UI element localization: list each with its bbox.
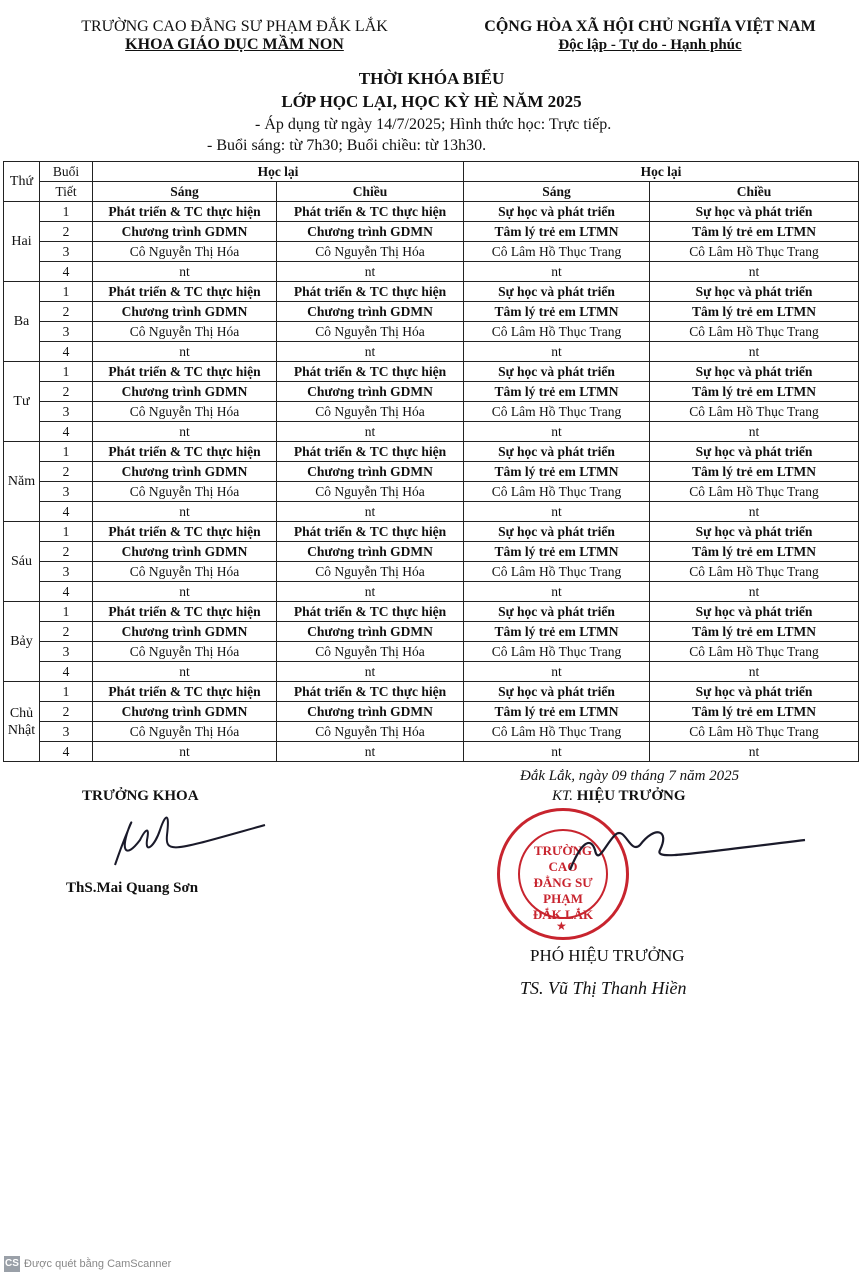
subject-cell: Sự học và phát triển <box>650 442 859 462</box>
right-signer-title: HIỆU TRƯỞNG <box>576 788 686 804</box>
period-cell: 4 <box>40 342 93 362</box>
table-row <box>4 602 859 622</box>
header-tiet: Tiết <box>40 182 93 202</box>
subject-cell: Sự học và phát triển <box>464 522 650 542</box>
subject-cell: Tâm lý trẻ em LTMN <box>464 382 650 402</box>
left-signer-title: TRƯỞNG KHOA <box>82 788 199 804</box>
subject-cell: nt <box>650 582 859 602</box>
seal-text: TRƯỜNG CAO ĐẲNG SƯ PHẠM ĐẮK LẮK <box>532 843 594 922</box>
table-row <box>4 662 859 682</box>
day-cell: Hai <box>4 202 40 282</box>
subject-cell: Sự học và phát triển <box>650 282 859 302</box>
subject-cell: Cô Nguyễn Thị Hóa <box>93 482 277 502</box>
subject-cell: Cô Nguyễn Thị Hóa <box>93 562 277 582</box>
table-row <box>4 522 859 542</box>
subject-cell: Sự học và phát triển <box>464 282 650 302</box>
camscanner-logo-icon: CS <box>4 1256 20 1272</box>
table-row <box>4 622 859 642</box>
subject-cell: Tâm lý trẻ em LTMN <box>464 542 650 562</box>
day-cell: Ba <box>4 282 40 362</box>
table-row <box>4 242 859 262</box>
period-cell: 4 <box>40 262 93 282</box>
subject-cell: Phát triển & TC thực hiện <box>93 282 277 302</box>
timetable <box>3 161 859 762</box>
period-cell: 4 <box>40 422 93 442</box>
period-cell: 3 <box>40 562 93 582</box>
subject-cell: Phát triển & TC thực hiện <box>93 682 277 702</box>
doc-subtitle: LỚP HỌC LẠI, HỌC KỲ HÈ NĂM 2025 <box>281 92 582 111</box>
subject-cell: Sự học và phát triển <box>464 362 650 382</box>
subject-cell: nt <box>277 422 464 442</box>
subject-cell: Tâm lý trẻ em LTMN <box>464 222 650 242</box>
subject-cell: nt <box>650 742 859 762</box>
subject-cell: Sự học và phát triển <box>650 202 859 222</box>
subject-cell: Cô Lâm Hồ Thục Trang <box>650 322 859 342</box>
table-row <box>4 742 859 762</box>
subject-cell: Phát triển & TC thực hiện <box>277 442 464 462</box>
table-row <box>4 302 859 322</box>
subject-cell: Cô Lâm Hồ Thục Trang <box>650 722 859 742</box>
subject-cell: Chương trình GDMN <box>277 702 464 722</box>
period-cell: 4 <box>40 742 93 762</box>
table-row <box>4 422 859 442</box>
subject-cell: Cô Nguyễn Thị Hóa <box>277 482 464 502</box>
table-row <box>4 682 859 702</box>
subject-cell: nt <box>277 262 464 282</box>
subject-cell: Phát triển & TC thực hiện <box>93 202 277 222</box>
period-cell: 2 <box>40 302 93 322</box>
subject-cell: nt <box>464 422 650 442</box>
subject-cell: nt <box>93 262 277 282</box>
subject-cell: Cô Lâm Hồ Thục Trang <box>464 722 650 742</box>
subject-cell: Chương trình GDMN <box>93 462 277 482</box>
subject-cell: nt <box>277 582 464 602</box>
table-row <box>4 382 859 402</box>
subject-cell: Cô Nguyễn Thị Hóa <box>277 562 464 582</box>
table-row <box>4 262 859 282</box>
period-cell: 2 <box>40 542 93 562</box>
table-row <box>4 542 859 562</box>
subject-cell: Cô Lâm Hồ Thục Trang <box>464 642 650 662</box>
header-buoi: Buổi <box>40 162 93 182</box>
subject-cell: Tâm lý trẻ em LTMN <box>650 382 859 402</box>
subject-cell: Cô Lâm Hồ Thục Trang <box>650 562 859 582</box>
subject-cell: nt <box>650 422 859 442</box>
period-cell: 4 <box>40 502 93 522</box>
subject-cell: Chương trình GDMN <box>277 382 464 402</box>
subject-cell: Chương trình GDMN <box>277 302 464 322</box>
subject-cell: nt <box>277 742 464 762</box>
table-row <box>4 562 859 582</box>
subject-cell: nt <box>464 742 650 762</box>
doc-title: THỜI KHÓA BIỂU <box>358 69 505 88</box>
date-line: Đắk Lắk, ngày 09 tháng 7 năm 2025 <box>520 768 740 784</box>
subject-cell: nt <box>93 662 277 682</box>
period-cell: 2 <box>40 222 93 242</box>
subject-cell: Cô Nguyễn Thị Hóa <box>93 642 277 662</box>
right-signer-heading <box>552 788 686 805</box>
subject-cell: Chương trình GDMN <box>277 542 464 562</box>
table-row <box>4 202 859 222</box>
day-cell: Bảy <box>4 602 40 682</box>
subject-cell: nt <box>93 422 277 442</box>
apply-date-note: - Áp dụng từ ngày 14/7/2025; Hình thức học: Trực tiếp. <box>255 116 612 133</box>
subject-cell: Sự học và phát triển <box>650 522 859 542</box>
period-cell: 1 <box>40 602 93 622</box>
period-cell: 3 <box>40 482 93 502</box>
subject-cell: Chương trình GDMN <box>277 222 464 242</box>
table-row <box>4 362 859 382</box>
day-cell: Chủ Nhật <box>4 682 40 762</box>
table-row <box>4 702 859 722</box>
subject-cell: nt <box>464 582 650 602</box>
table-row <box>4 322 859 342</box>
subject-cell: Cô Nguyễn Thị Hóa <box>93 722 277 742</box>
header-group-2: Học lại <box>464 162 859 182</box>
subject-cell: Phát triển & TC thực hiện <box>277 682 464 702</box>
subject-cell: Cô Nguyễn Thị Hóa <box>277 402 464 422</box>
subject-cell: nt <box>464 662 650 682</box>
subject-cell: Tâm lý trẻ em LTMN <box>650 222 859 242</box>
period-cell: 3 <box>40 402 93 422</box>
subject-cell: nt <box>464 262 650 282</box>
faculty-name: KHOA GIÁO DỤC MẦM NON <box>125 36 344 53</box>
subject-cell: Phát triển & TC thực hiện <box>93 522 277 542</box>
day-cell: Năm <box>4 442 40 522</box>
header-group-1: Học lại <box>93 162 464 182</box>
left-signature-icon <box>95 805 275 875</box>
national-header <box>470 18 830 54</box>
national-name: CỘNG HÒA XÃ HỘI CHỦ NGHĨA VIỆT NAM <box>484 18 816 35</box>
table-row <box>4 402 859 422</box>
subject-cell: Sự học và phát triển <box>650 602 859 622</box>
subject-cell: nt <box>93 742 277 762</box>
table-row <box>4 342 859 362</box>
left-signer-name: ThS.Mai Quang Sơn <box>66 880 199 896</box>
subject-cell: Cô Nguyễn Thị Hóa <box>93 242 277 262</box>
period-cell: 1 <box>40 362 93 382</box>
period-cell: 3 <box>40 322 93 342</box>
day-cell: Sáu <box>4 522 40 602</box>
national-motto: Độc lập - Tự do - Hạnh phúc <box>558 37 742 53</box>
subject-cell: Chương trình GDMN <box>277 622 464 642</box>
table-row <box>4 722 859 742</box>
scanner-text: Được quét bằng CamScanner <box>24 1257 172 1270</box>
subject-cell: nt <box>650 342 859 362</box>
period-cell: 1 <box>40 522 93 542</box>
subject-cell: Tâm lý trẻ em LTMN <box>464 702 650 722</box>
subject-cell: Phát triển & TC thực hiện <box>93 362 277 382</box>
period-cell: 1 <box>40 682 93 702</box>
day-cell: Tư <box>4 362 40 442</box>
period-cell: 4 <box>40 582 93 602</box>
right-signature-icon <box>560 815 810 885</box>
subject-cell: Cô Lâm Hồ Thục Trang <box>464 482 650 502</box>
subject-cell: Phát triển & TC thực hiện <box>277 602 464 622</box>
school-name: TRƯỜNG CAO ĐẲNG SƯ PHẠM ĐẮK LẮK <box>81 18 388 35</box>
subject-cell: Tâm lý trẻ em LTMN <box>464 622 650 642</box>
subject-cell: Chương trình GDMN <box>277 462 464 482</box>
subject-cell: Cô Lâm Hồ Thục Trang <box>464 562 650 582</box>
period-cell: 2 <box>40 462 93 482</box>
right-signer-subtitle: PHÓ HIỆU TRƯỞNG <box>530 946 685 965</box>
subject-cell: Chương trình GDMN <box>93 542 277 562</box>
subject-cell: Cô Lâm Hồ Thục Trang <box>464 242 650 262</box>
period-cell: 2 <box>40 702 93 722</box>
subject-cell: Chương trình GDMN <box>93 222 277 242</box>
subject-cell: Cô Lâm Hồ Thục Trang <box>650 402 859 422</box>
period-cell: 4 <box>40 662 93 682</box>
right-signer-name: TS. Vũ Thị Thanh Hiền <box>520 978 687 998</box>
subject-cell: Cô Nguyễn Thị Hóa <box>277 322 464 342</box>
subject-cell: nt <box>650 502 859 522</box>
table-row <box>4 582 859 602</box>
subject-cell: nt <box>277 342 464 362</box>
subject-cell: Cô Nguyễn Thị Hóa <box>277 642 464 662</box>
header-chieu-2: Chiều <box>650 182 859 202</box>
subject-cell: Tâm lý trẻ em LTMN <box>650 302 859 322</box>
subject-cell: Chương trình GDMN <box>93 702 277 722</box>
period-cell: 1 <box>40 442 93 462</box>
table-row <box>4 502 859 522</box>
subject-cell: Cô Lâm Hồ Thục Trang <box>464 402 650 422</box>
header-thu: Thứ <box>4 162 40 202</box>
period-cell: 3 <box>40 722 93 742</box>
subject-cell: nt <box>93 502 277 522</box>
period-cell: 2 <box>40 382 93 402</box>
table-row <box>4 642 859 662</box>
subject-cell: Cô Lâm Hồ Thục Trang <box>464 322 650 342</box>
period-cell: 3 <box>40 242 93 262</box>
table-row <box>4 462 859 482</box>
timetable-body <box>4 202 859 762</box>
subject-cell: Cô Lâm Hồ Thục Trang <box>650 482 859 502</box>
subject-cell: Tâm lý trẻ em LTMN <box>650 542 859 562</box>
subject-cell: nt <box>464 342 650 362</box>
subject-cell: Tâm lý trẻ em LTMN <box>650 462 859 482</box>
subject-cell: Sự học và phát triển <box>650 362 859 382</box>
seal-star-icon: ★ <box>556 919 567 933</box>
period-cell: 3 <box>40 642 93 662</box>
subject-cell: Cô Nguyễn Thị Hóa <box>93 402 277 422</box>
subject-cell: Chương trình GDMN <box>93 622 277 642</box>
subject-cell: Phát triển & TC thực hiện <box>277 362 464 382</box>
subject-cell: Cô Nguyễn Thị Hóa <box>277 722 464 742</box>
table-row <box>4 482 859 502</box>
subject-cell: nt <box>277 662 464 682</box>
subject-cell: Sự học và phát triển <box>464 602 650 622</box>
subject-cell: Phát triển & TC thực hiện <box>277 522 464 542</box>
subject-cell: Tâm lý trẻ em LTMN <box>464 302 650 322</box>
subject-cell: Phát triển & TC thực hiện <box>93 442 277 462</box>
period-cell: 1 <box>40 282 93 302</box>
header-sang-1: Sáng <box>93 182 277 202</box>
subject-cell: Tâm lý trẻ em LTMN <box>650 702 859 722</box>
subject-cell: nt <box>93 582 277 602</box>
scanner-footer <box>4 1256 171 1272</box>
subject-cell: Cô Nguyễn Thị Hóa <box>277 242 464 262</box>
subject-cell: nt <box>93 342 277 362</box>
subject-cell: Phát triển & TC thực hiện <box>277 282 464 302</box>
period-cell: 1 <box>40 202 93 222</box>
subject-cell: Cô Lâm Hồ Thục Trang <box>650 242 859 262</box>
table-row <box>4 442 859 462</box>
session-time-note: - Buổi sáng: từ 7h30; Buổi chiều: từ 13h30. <box>207 137 487 154</box>
subject-cell: nt <box>650 262 859 282</box>
period-cell: 2 <box>40 622 93 642</box>
subject-cell: nt <box>464 502 650 522</box>
header-sang-2: Sáng <box>464 182 650 202</box>
subject-cell: Chương trình GDMN <box>93 382 277 402</box>
subject-cell: nt <box>277 502 464 522</box>
subject-cell: Phát triển & TC thực hiện <box>93 602 277 622</box>
header-chieu-1: Chiều <box>277 182 464 202</box>
subject-cell: Phát triển & TC thực hiện <box>277 202 464 222</box>
table-row <box>4 282 859 302</box>
subject-cell: Sự học và phát triển <box>464 682 650 702</box>
school-header <box>62 18 407 54</box>
subject-cell: Cô Lâm Hồ Thục Trang <box>650 642 859 662</box>
subject-cell: Chương trình GDMN <box>93 302 277 322</box>
subject-cell: Tâm lý trẻ em LTMN <box>650 622 859 642</box>
table-row <box>4 222 859 242</box>
subject-cell: Cô Nguyễn Thị Hóa <box>93 322 277 342</box>
subject-cell: Sự học và phát triển <box>464 442 650 462</box>
right-signer-kt: KT. <box>552 788 573 804</box>
subject-cell: Sự học và phát triển <box>650 682 859 702</box>
subject-cell: Sự học và phát triển <box>464 202 650 222</box>
subject-cell: Tâm lý trẻ em LTMN <box>464 462 650 482</box>
subject-cell: nt <box>650 662 859 682</box>
